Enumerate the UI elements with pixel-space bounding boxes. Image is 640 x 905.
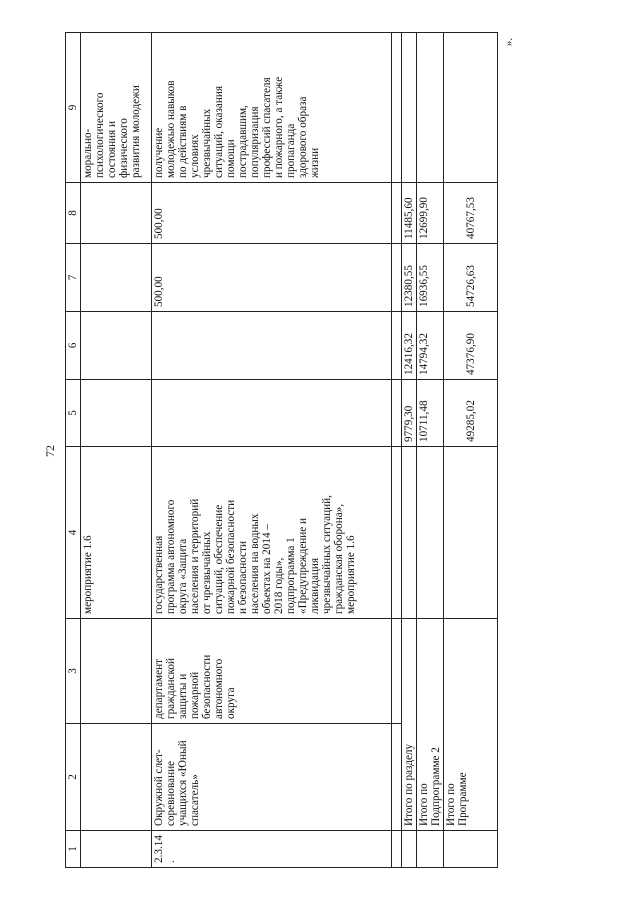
col-header-2: 2 bbox=[66, 724, 81, 831]
cell bbox=[417, 33, 444, 183]
cell bbox=[402, 447, 417, 619]
cell bbox=[392, 380, 402, 447]
total-value: 47376,90 bbox=[444, 312, 498, 380]
total-value: 12416,32 bbox=[402, 312, 417, 380]
cell bbox=[417, 447, 444, 619]
total-label: Итого по Подпрограмме 2 bbox=[417, 619, 444, 831]
cell bbox=[402, 831, 417, 868]
cell bbox=[444, 831, 498, 868]
cell bbox=[392, 33, 402, 183]
cell bbox=[392, 831, 402, 868]
col-header-9: 9 bbox=[66, 33, 81, 183]
col-header-3: 3 bbox=[66, 619, 81, 724]
cell bbox=[444, 33, 498, 183]
closing-quote-mark: ». bbox=[503, 37, 516, 47]
value-2017: 500,00 bbox=[152, 183, 392, 244]
col-header-8: 8 bbox=[66, 183, 81, 244]
cell bbox=[392, 724, 402, 831]
total-value: 16936,55 bbox=[417, 244, 444, 312]
col-header-5: 5 bbox=[66, 380, 81, 447]
cell bbox=[392, 244, 402, 312]
rotated-table-wrapper bbox=[65, 33, 492, 868]
expected-result: получение молодежью навыков по действиям в условиях чрезвычайных ситуаций, оказания помощи пострадавшим, популяризация профессий спасателя и пожарного, а также пропаганда здорового образа жизни bbox=[152, 33, 392, 183]
page-number: 72 bbox=[43, 445, 57, 457]
program-table bbox=[65, 32, 498, 868]
event-name: Окружной слет- соревнование учащихся «Юный спасатель» bbox=[152, 724, 392, 831]
total-value: 40767,53 bbox=[444, 183, 498, 244]
continuation-measure: мероприятие 1.6 bbox=[81, 447, 152, 619]
total-value: 54726,63 bbox=[444, 244, 498, 312]
row-number: 2.3.14. bbox=[152, 831, 392, 868]
value-2014 bbox=[152, 380, 392, 447]
cell bbox=[392, 619, 402, 724]
cell bbox=[81, 724, 152, 831]
executor: департамент гражданской защиты и пожарной безопасности автономного округа bbox=[152, 619, 392, 724]
header-row bbox=[66, 33, 81, 868]
total-label: Итого по Программе bbox=[444, 619, 498, 831]
total-row bbox=[444, 33, 498, 868]
cell bbox=[81, 312, 152, 380]
cell bbox=[81, 183, 152, 244]
cell bbox=[392, 183, 402, 244]
value-2015 bbox=[152, 312, 392, 380]
cell bbox=[81, 244, 152, 312]
continuation-result: морально- психологического состояния и физического развития молодежи bbox=[81, 33, 152, 183]
cell bbox=[81, 380, 152, 447]
total-value: 12380,55 bbox=[402, 244, 417, 312]
total-value: 10711,48 bbox=[417, 380, 444, 447]
total-value: 14794,32 bbox=[417, 312, 444, 380]
cell bbox=[81, 831, 152, 868]
total-value: 49285,02 bbox=[444, 380, 498, 447]
total-value: 9779,30 bbox=[402, 380, 417, 447]
cell bbox=[417, 831, 444, 868]
total-row bbox=[417, 33, 444, 868]
col-header-6: 6 bbox=[66, 312, 81, 380]
program-reference: государственная программа автономного округа «Защита населения и территорий от чрезвычайных ситуаций, обеспечение пожарной безопасности и безопасности населения на водных объектах на 2014 – 2018 годы», подпрограмма 1 «Предупреждение и ликвидация чрезвычайных ситуаций, гражданская оборона», мероприятие 1.6 bbox=[152, 447, 392, 619]
col-header-1: 1 bbox=[66, 831, 81, 868]
total-value: 11485,60 bbox=[402, 183, 417, 244]
cell bbox=[392, 312, 402, 380]
table-row bbox=[152, 33, 392, 868]
value-2016: 500,00 bbox=[152, 244, 392, 312]
cell bbox=[444, 447, 498, 619]
continuation-row bbox=[81, 33, 152, 868]
col-header-4: 4 bbox=[66, 447, 81, 619]
total-label: Итого по разделу bbox=[402, 619, 417, 831]
spacer-row bbox=[392, 33, 402, 868]
cell bbox=[402, 33, 417, 183]
cell bbox=[392, 447, 402, 619]
cell bbox=[81, 619, 152, 724]
col-header-7: 7 bbox=[66, 244, 81, 312]
total-row bbox=[402, 33, 417, 868]
total-value: 12699,90 bbox=[417, 183, 444, 244]
